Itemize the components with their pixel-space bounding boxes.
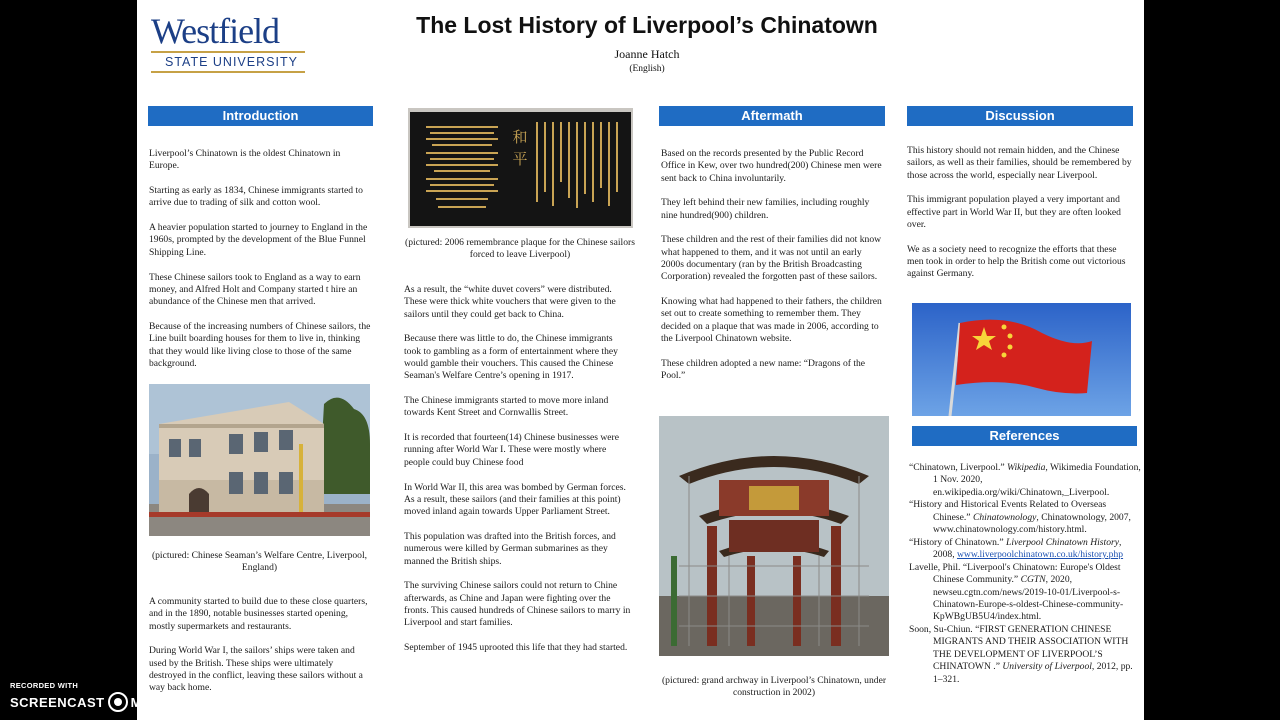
plaque-caption: (pictured: 2006 remembrance plaque for the Chinese sailors forced to leave Liverpool) [405,237,635,261]
watermark-screencast: SCREENCAST [10,694,105,710]
logo-subtitle: STATE UNIVERSITY [165,55,298,69]
reference-text: , Chinatownology, 2007, www.chinatownology.com/history.html. [933,511,1131,536]
reference-entry [909,462,1141,499]
middle-column-paragraph: It is recorded that fourteen(14) Chinese businesses were running after World War I. These were mostly where people could buy Chinese food [404,432,619,468]
author-name: Joanne Hatch [614,47,680,61]
record-icon [108,692,128,712]
section-header-references: References [912,426,1137,446]
middle-column-paragraph: The Chinese immigrants started to move more inland towards Kent Street and Cornwallis Street. [404,395,609,419]
reference-source-title: CGTN [1020,574,1046,586]
introduction-paragraph: A community started to build due to these close quarters, and in the 1890, notable businesses started opening, mostly supermarkets and restaurants. [149,596,368,632]
discussion-paragraph: This history should not remain hidden, and the Chinese sailors, as well as their families, should be remembered by those across the world, especially near Liverpool. [907,145,1132,181]
introduction-paragraph: A heavier population started to journey to England in the 1960s, prompted by the development of the Blue Funnel Shipping Line. [149,222,368,258]
middle-column-paragraph: The surviving Chinese sailors could not return to Chine afterwards, as Chine and Japan were fighting over the fronts. This caused hundreds of Chinese sailors to marry in Liverpool and start families. [404,580,631,629]
reference-entry [909,562,1141,624]
reference-text: , 2008, [933,536,1122,561]
archway-caption: (pictured: grand archway in Liverpool’s Chinatown, under construction in 2002) [661,675,887,699]
aftermath-text [661,148,885,395]
reference-source-title: Chinatownology [972,511,1037,523]
reference-text: “History of Chinatown.” [909,536,1006,548]
reference-link[interactable]: www.liverpoolchinatown.co.uk/history.php [956,549,1124,561]
introduction-text [149,148,372,383]
reference-text: , Wikimedia Foundation, 1 Nov. 2020, en.wikipedia.org/wiki/Chinatown,_Liverpool. [933,462,1141,498]
introduction-paragraph: Because of the increasing numbers of Chinese sailors, the Line built boarding houses for them to live in, thinking that they would like living close to those of the same background. [149,320,371,369]
poster-title: The Lost History of Liverpool’s Chinatown [416,12,878,38]
plaque-chinese-characters: 和 平 [512,128,528,168]
middle-column-paragraph: September of 1945 uprooted this life that they had started. [404,642,628,654]
remembrance-plaque-photo [408,108,633,228]
discussion-paragraph: We as a society need to recognize the efforts that these men took in order to help the British come out victorious against Germany. [907,243,1126,280]
watermark-recorded-with: RECORDED WITH [10,681,79,690]
middle-column-text [404,284,632,667]
section-header-discussion: Discussion [907,106,1133,126]
introduction-text-continued [149,596,372,707]
introduction-paragraph: These Chinese sailors took to England as a way to earn money, and Alfred Holt and Company started t hire an abundance of the Chinese men that arrived. [149,271,361,308]
aftermath-paragraph: Knowing what had happened to their fathers, the children set out to create something to remember them. They decided on a plaque that was made in 2006, according to the Liverpool Chinatown website. [661,296,882,345]
discussion-paragraph: This immigrant population played a very important and effective part in World War II, but they are often looked over. [907,194,1121,230]
reference-text: , 2012, pp. 1–321. [933,661,1133,685]
reference-entry [909,537,1141,562]
poster [137,0,1144,720]
introduction-paragraph: During World War I, the sailors’ ships were taken and used by the British. These ships were ultimately destroyed in the conflict, leaving these sailors without a way back home. [149,645,363,694]
aftermath-paragraph: These children and the rest of their families did not know what happened to them, and it was not until an early 2000s documentary (ran by the British Broadcasting Corporation) revealed the forgotten past of these sailors. [661,234,882,283]
department: (English) [629,64,665,74]
middle-column-paragraph: In World War II, this area was bombed by German forces. As a result, these sailors (and their families at this point) moved inland again towards Upper Parliament Street. [404,481,626,518]
middle-column-paragraph: Because there was little to do, the Chinese immigrants took to gambling as a form of entertainment where they would gamble their vouchers. This caused the Chinese Seaman's Welfare Centre’s opening in 1917. [404,333,618,382]
discussion-text [907,145,1135,293]
reference-entry [909,499,1141,536]
introduction-paragraph: Liverpool’s Chinatown is the oldest Chinatown in Europe. [149,148,341,172]
logo-rule [151,51,305,53]
reference-text: “Chinatown, Liverpool.” [909,462,1008,473]
reference-text: “History and Historical Events Related to Overseas Chinese.” [909,499,1107,523]
china-flag-photo [912,303,1131,416]
references-list [909,462,1141,686]
section-header-introduction: Introduction [148,106,373,126]
middle-column-paragraph: This population was drafted into the British forces, and numerous were killed by German submarines as they manned the British ships. [404,530,616,567]
screencast-watermark [10,681,173,712]
university-logo [151,12,311,73]
reference-text: Soon, Su-Chiun. “FIRST GENERATION CHINESE MIGRANTS AND THEIR ASSOCIATION WITH THE DEVELOPMENT OF LIVERPOOL’S CHINATOWN .” [909,623,1129,673]
reference-text: , 2020, newseu.cgtn.com/news/2019-10-01/Liverpool-s-Chinatown-Europe-s-oldest-Chinese-community-KpWBgUB5U4/index.html. [933,574,1124,623]
reference-entry [909,624,1141,686]
aftermath-paragraph: These children adopted a new name: “Dragons of the Pool.” [661,357,866,382]
aftermath-paragraph: They left behind their new families, including roughly nine hundred(900) children. [661,197,870,221]
reference-text: Lavelle, Phil. “Liverpool's Chinatown: Europe's Oldest Chinese Community.” [909,561,1121,586]
reference-source-title: Wikipedia [1007,462,1046,473]
logo-wordmark: Westfield [151,11,280,51]
reference-source-title: Liverpool Chinatown History [1006,536,1119,548]
aftermath-paragraph: Based on the records presented by the Public Record Office in Kew, over two hundred(200) Chinese men were sent back to China involuntarily. [661,148,882,184]
section-header-aftermath: Aftermath [659,106,885,126]
welfare-centre-photo [149,384,370,536]
welfare-centre-caption: (pictured: Chinese Seaman’s Welfare Centre, Liverpool, England) [151,550,368,574]
watermark-matic: MATIC [130,694,174,710]
introduction-paragraph: Starting as early as 1834, Chinese immigrants started to arrive due to trading of silk and cotton wool. [149,185,363,209]
middle-column-paragraph: As a result, the “white duvet covers” were distributed. These were thick white vouchers that were given to the sailors until they could get back to China. [404,284,616,320]
reference-source-title: University of Liverpool [1002,661,1092,673]
logo-rule-bottom [151,71,305,73]
chinatown-archway-photo [659,416,889,656]
